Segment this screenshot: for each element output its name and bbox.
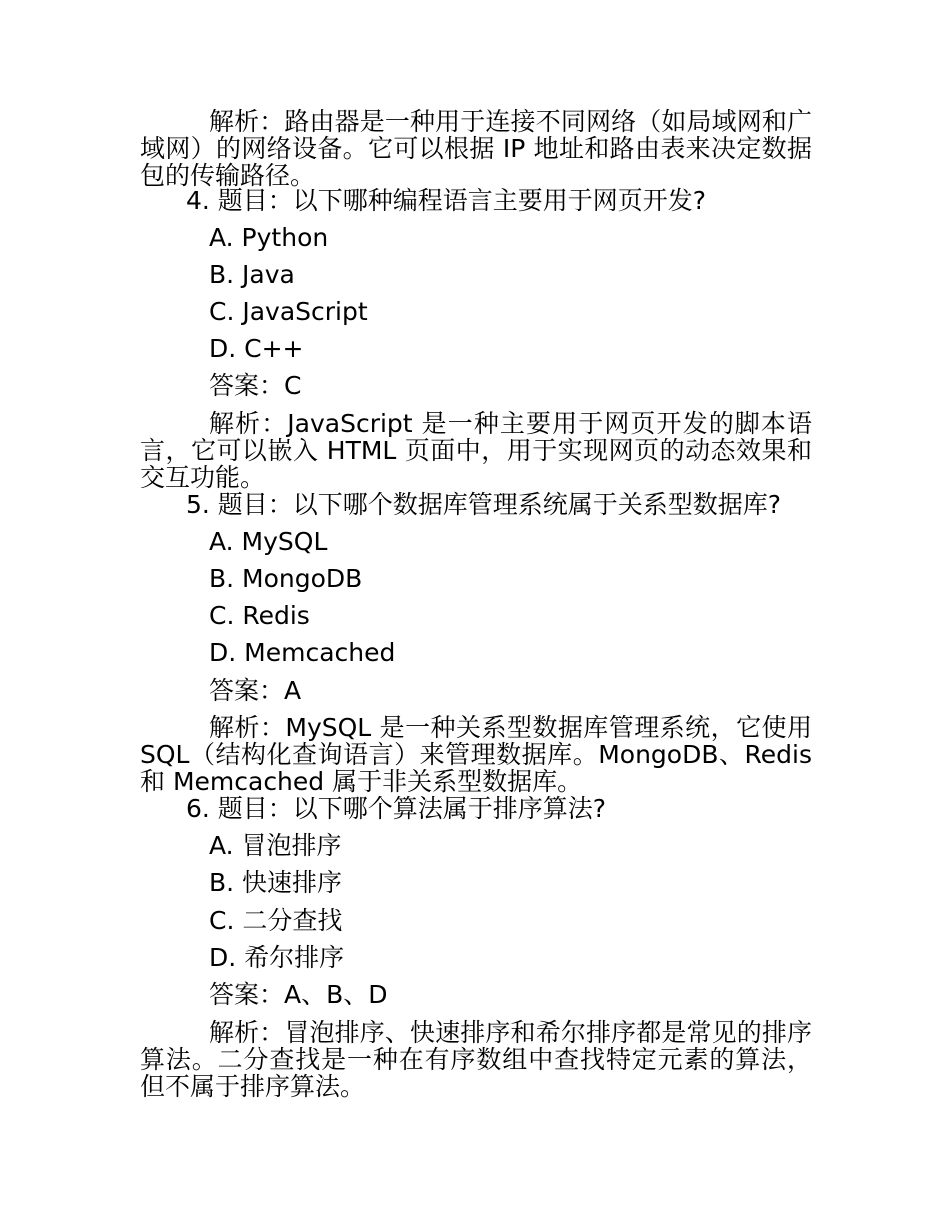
question-5-analysis: 解析：MySQL 是一种关系型数据库管理系统，它使用 SQL（结构化查询语言）来管理数据库。MongoDB、Redis 和 Memcached 属于非关系型数据库。: [140, 713, 812, 796]
question-5-option-c: C. Redis: [209, 601, 310, 630]
question-4-title: 4. 题目：以下哪种编程语言主要用于网页开发?: [186, 186, 707, 215]
question-6-option-c: C. 二分查找: [209, 906, 343, 935]
question-4-option-c: C. JavaScript: [209, 297, 368, 326]
analysis-paragraph-router: 解析：路由器是一种用于连接不同网络（如局域网和广域网）的网络设备。它可以根据 IP 地址和路由表来决定数据包的传输路径。: [140, 107, 812, 190]
question-4-option-d: D. C++: [209, 334, 304, 363]
question-6-title: 6. 题目：以下哪个算法属于排序算法?: [186, 794, 607, 823]
question-6-answer: 答案：A、B、D: [209, 980, 388, 1009]
question-6-option-b: B. 快速排序: [209, 868, 343, 897]
question-5-option-b: B. MongoDB: [209, 564, 363, 593]
question-4-option-a: A. Python: [209, 223, 329, 252]
question-5-title: 5. 题目：以下哪个数据库管理系统属于关系型数据库?: [186, 490, 782, 519]
question-4-analysis: 解析：JavaScript 是一种主要用于网页开发的脚本语言，它可以嵌入 HTML 页面中，用于实现网页的动态效果和交互功能。: [140, 409, 812, 492]
question-5-option-d: D. Memcached: [209, 638, 396, 667]
question-6-option-d: D. 希尔排序: [209, 943, 345, 972]
question-4-answer: 答案：C: [209, 371, 302, 400]
question-5-answer: 答案：A: [209, 676, 302, 705]
question-5-option-a: A. MySQL: [209, 527, 328, 556]
question-6-option-a: A. 冒泡排序: [209, 831, 342, 860]
question-6-analysis: 解析：冒泡排序、快速排序和希尔排序都是常见的排序算法。二分查找是一种在有序数组中查找特定元素的算法，但不属于排序算法。: [140, 1018, 812, 1101]
question-4-option-b: B. Java: [209, 260, 295, 289]
